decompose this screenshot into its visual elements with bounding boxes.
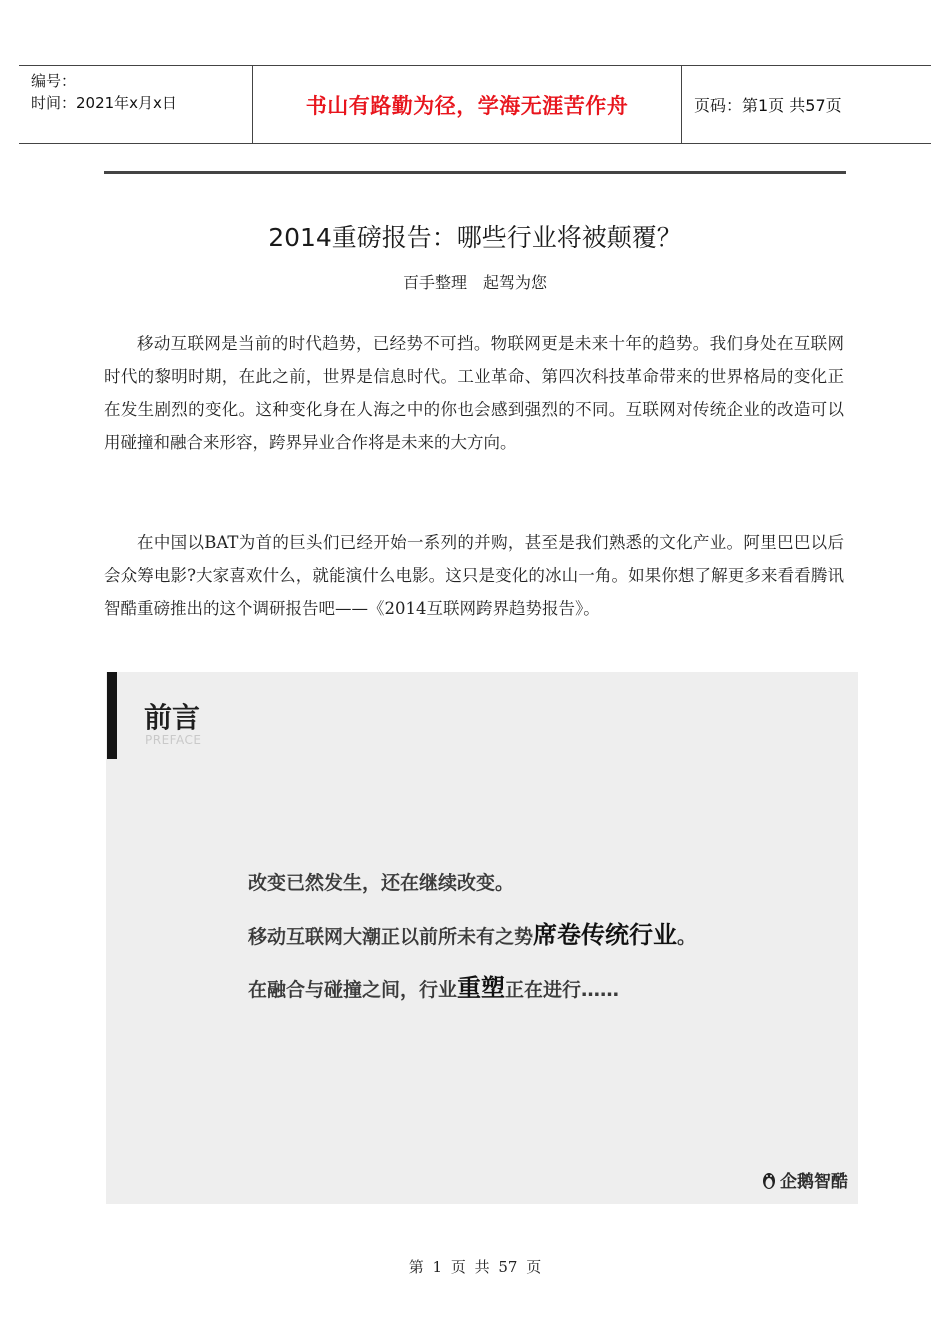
figure-line-2 [248, 915, 696, 950]
figure-line-3-emphasis: 重塑 [457, 974, 506, 1002]
header-page-info: 页码：第1页 共57页 [694, 96, 842, 115]
accent-bar [107, 672, 117, 759]
number-label: 编号： [31, 72, 77, 90]
figure-line-3-end: 正在进行…… [505, 979, 620, 1001]
penguin-icon [761, 1170, 777, 1190]
preface-figure [106, 672, 858, 1204]
brand-logo [761, 1167, 848, 1192]
header-meta [19, 66, 252, 143]
header-motto: 书山有路勤为径，学海无涯苦作舟 [252, 66, 682, 143]
figure-heading-en: PREFACE [145, 733, 202, 747]
document-title: 2014重磅报告：哪些行业将被颠覆？ [268, 223, 682, 252]
document-subtitle: 百手整理 起驾为您 [402, 273, 547, 292]
paragraph: 在中国以BAT为首的巨头们已经开始一系列的并购，甚至是我们熟悉的文化产业。阿里巴巴以后会众筹电影?大家喜欢什么，就能演什么电影。这只是变化的冰山一角。如果你想了解更多来看看腾讯智酷重磅推出的这个调研报告吧——《2014互联网跨界趋势报告》。 [104, 533, 844, 618]
document-header [19, 65, 931, 144]
page-footer: 第 1 页 共 57 页 [408, 1258, 542, 1276]
figure-heading: 前言 [144, 701, 201, 734]
figure-line-3-text: 在融合与碰撞之间，行业 [248, 979, 458, 1001]
figure-line-2-end: 。 [677, 926, 697, 948]
time-label: 时间：2021年x月x日 [31, 94, 177, 112]
logo-text: 企鹅智酷 [780, 1172, 848, 1192]
paragraph: 移动互联网是当前的时代趋势，已经势不可挡。物联网更是未来十年的趋势。我们身处在互联网时代的黎明时期，在此之前，世界是信息时代。工业革命、第四次科技革命带来的世界格局的变化正在发生剧烈的变化。这种变化身在人海之中的你也会感到强烈的不同。互联网对传统企业的改造可以用碰撞和融合来形容，跨界异业合作将是未来的大方向。 [104, 334, 844, 452]
figure-line-3 [248, 968, 619, 1003]
header-divider [104, 171, 846, 174]
figure-line-2-emphasis: 席卷传统行业 [533, 921, 678, 949]
figure-line-2-text: 移动互联网大潮正以前所未有之势 [248, 926, 534, 948]
figure-line-1: 改变已然发生，还在继续改变。 [248, 872, 515, 894]
